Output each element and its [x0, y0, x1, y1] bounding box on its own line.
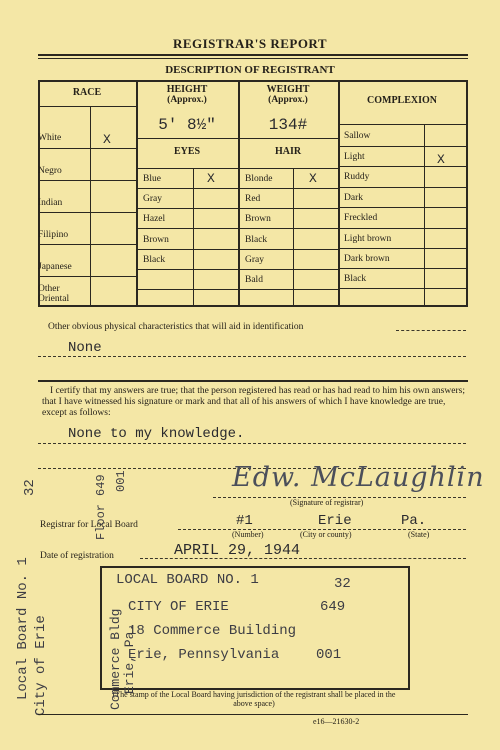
- stamp-line-4: Erie, Pennsylvania: [128, 647, 280, 663]
- stamp-line-2: CITY OF ERIE: [128, 599, 229, 615]
- board-city-caption: (City or county): [300, 530, 352, 539]
- other-chars-line: [396, 330, 466, 331]
- eyes-brown: Brown: [143, 235, 169, 245]
- eyes-blue-mark: X: [207, 171, 215, 186]
- complexion-light: Light: [344, 152, 365, 162]
- hair-black: Black: [245, 235, 268, 245]
- eh-row-rule: [136, 208, 338, 209]
- race-row-rule: [38, 244, 136, 245]
- stamp-line-1: LOCAL BOARD NO. 1: [116, 572, 259, 588]
- hair-blonde-mark: X: [309, 171, 317, 186]
- eh-row-rule: [136, 188, 338, 189]
- board-city-value: Erie: [318, 513, 352, 529]
- eh-row-rule: [136, 249, 338, 250]
- race-header-rule: [38, 106, 136, 107]
- race-indian: Indian: [38, 198, 63, 208]
- stamp-number-2: 649: [320, 599, 346, 615]
- complexion-black: Black: [344, 274, 367, 284]
- side-stamp-city: City of Erie: [33, 615, 49, 716]
- complexion-dark: Dark: [344, 193, 363, 203]
- race-heading: RACE: [72, 87, 102, 98]
- weight-value: 134#: [268, 116, 308, 134]
- race-filipino: Filipino: [38, 230, 69, 240]
- table-right-border: [466, 80, 468, 306]
- date-line: [140, 558, 466, 559]
- title-rule: [38, 54, 468, 56]
- race-white-mark: X: [103, 132, 111, 147]
- weight-sub: (Approx.): [268, 95, 308, 105]
- stamp-number-1: 32: [334, 576, 351, 592]
- date-label: Date of registration: [40, 551, 114, 561]
- complexion-heading: COMPLEXION: [367, 95, 437, 106]
- cx-row-rule: [338, 248, 466, 249]
- race-row-rule: [38, 180, 136, 181]
- other-chars-line-2: [38, 356, 466, 357]
- registrar-signature: Edw. McLaughlin: [232, 462, 485, 493]
- hair-heading: HAIR: [274, 146, 302, 157]
- side-stamp-floor: Floor: [94, 503, 108, 540]
- height-heading: HEIGHT: [166, 84, 208, 95]
- date-value: APRIL 29, 1944: [174, 542, 301, 559]
- eh-row-rule: [136, 289, 338, 290]
- race-row-rule: [38, 276, 136, 277]
- complexion-freckled: Freckled: [344, 213, 378, 223]
- complexion-dark-brown: Dark brown: [344, 254, 390, 264]
- other-characteristics-label: Other obvious physical characteristics that will aid in identification: [48, 322, 304, 332]
- certification-exceptions: None to my knowledge.: [68, 426, 245, 442]
- cx-row-rule: [338, 187, 466, 188]
- board-state-value: Pa.: [401, 513, 427, 529]
- race-negro: Negro: [38, 166, 62, 176]
- side-stamp-649: 649: [94, 474, 108, 496]
- cx-row-rule: [338, 166, 466, 167]
- race-divider: [136, 80, 138, 306]
- board-number-caption: (Number): [232, 530, 264, 539]
- bottom-rule: [38, 714, 468, 715]
- cx-row-rule: [338, 268, 466, 269]
- height-sub: (Approx.): [167, 95, 207, 105]
- eyes-heading: EYES: [173, 146, 201, 157]
- cx-row-rule: [338, 207, 466, 208]
- side-stamp-001: 001: [114, 470, 128, 492]
- stamp-number-3: 001: [316, 647, 342, 663]
- cx-row-rule: [338, 228, 466, 229]
- title-rule-2: [38, 58, 468, 59]
- complexion-sallow: Sallow: [344, 131, 371, 141]
- eh-row-rule: [136, 228, 338, 229]
- cx-row-rule: [338, 146, 466, 147]
- complexion-header-rule: [338, 124, 466, 125]
- section-divider: [38, 380, 468, 382]
- complexion-light-mark: X: [437, 152, 445, 167]
- race-japanese: Japanese: [38, 262, 72, 272]
- complexion-light-brown: Light brown: [344, 234, 392, 244]
- eyes-hair-header-rule: [136, 168, 338, 169]
- eyes-black: Black: [143, 255, 166, 265]
- stamp-line-3: 18 Commerce Building: [128, 623, 297, 639]
- race-row-rule: [38, 148, 136, 149]
- cx-row-rule: [338, 288, 466, 289]
- weight-heading: WEIGHT: [266, 84, 310, 95]
- stamp-caption: (The stamp of the Local Board having jurisdiction of the registrant shall be placed in the above space): [112, 690, 396, 708]
- eyes-gray: Gray: [143, 194, 162, 204]
- hw-value-rule: [136, 138, 338, 139]
- hair-gray: Gray: [245, 255, 264, 265]
- side-stamp-number: 32: [22, 479, 38, 496]
- hair-red: Red: [245, 194, 261, 204]
- registrar-for-label: Registrar for Local Board: [40, 520, 138, 530]
- eyes-hazel: Hazel: [143, 214, 166, 224]
- table-bottom-rule: [38, 305, 468, 307]
- side-stamp-erie: Erie, Pa.: [122, 623, 137, 694]
- eyes-blue: Blue: [143, 174, 161, 184]
- race-row-rule: [38, 212, 136, 213]
- hair-bald: Bald: [245, 275, 263, 285]
- hair-blonde: Blonde: [245, 174, 273, 184]
- table-left-border: [38, 80, 40, 306]
- side-stamp-commerce: Commerce Bldg: [108, 608, 123, 710]
- board-state-caption: (State): [408, 530, 430, 539]
- race-white: White: [38, 133, 62, 143]
- section-rule: [38, 80, 468, 82]
- race-other-oriental: Other Oriental: [38, 284, 70, 304]
- complexion-check-col: [424, 124, 425, 306]
- section-title: DESCRIPTION OF REGISTRANT: [165, 64, 335, 76]
- eh-row-rule: [136, 269, 338, 270]
- other-characteristics-value: None: [68, 340, 102, 356]
- board-number-value: #1: [236, 513, 253, 529]
- report-title: REGISTRAR'S REPORT: [172, 36, 328, 51]
- weight-divider: [338, 80, 340, 306]
- certification-text: I certify that my answers are true; that the person registered has read or has had read to him his own answers; that I have witnessed his signature or mark and that all of his answers of which I have knowledge are true, except as follows:: [42, 386, 465, 418]
- form-number: e16—21630-2: [313, 717, 360, 726]
- side-stamp-local-board: Local Board No. 1: [15, 557, 31, 700]
- hair-brown: Brown: [245, 214, 271, 224]
- certify-line-1: [38, 443, 466, 444]
- height-divider: [238, 80, 240, 306]
- height-value: 5' 8½": [158, 116, 216, 134]
- complexion-ruddy: Ruddy: [344, 172, 370, 182]
- signature-caption: (Signature of registrar): [290, 498, 364, 507]
